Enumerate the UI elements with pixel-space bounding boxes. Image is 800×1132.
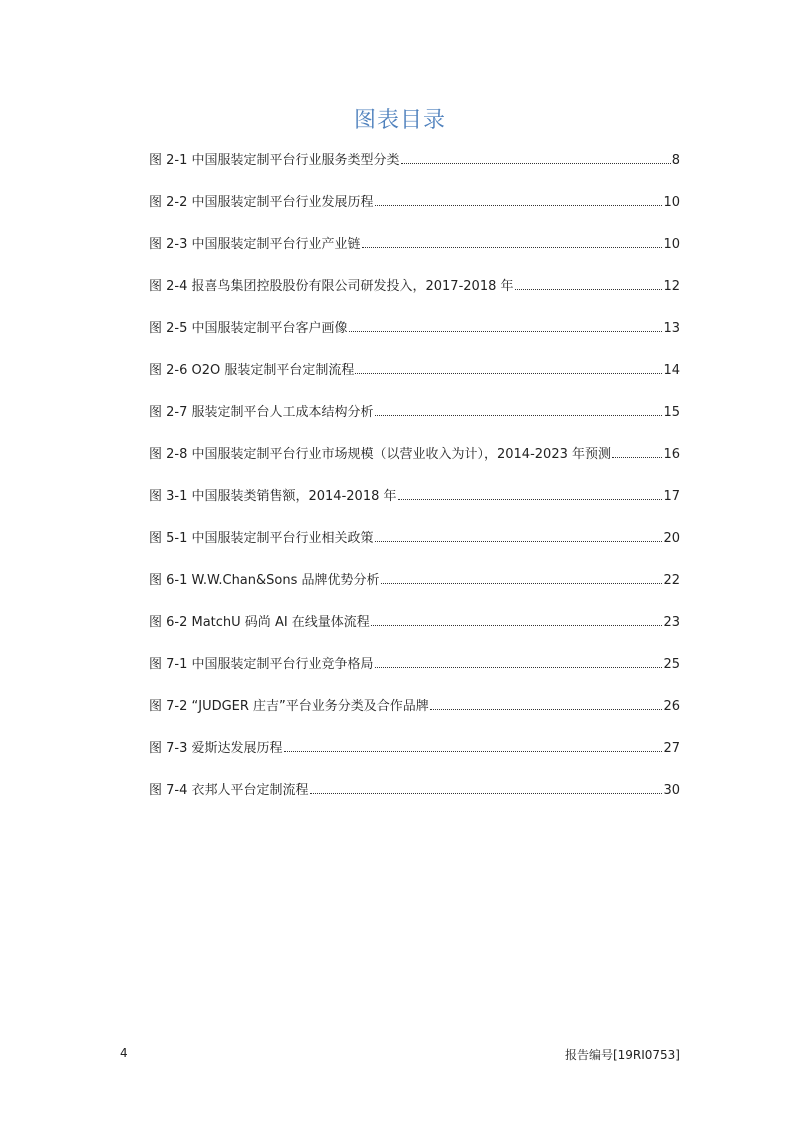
toc-entry-page: 27	[663, 741, 680, 756]
toc-entry-2-7[interactable]	[149, 400, 680, 442]
toc-entry-2-5[interactable]	[149, 316, 680, 358]
toc-entry-2-4[interactable]	[149, 274, 680, 316]
toc-entry-label: 图 7-3 爱斯达发展历程	[149, 741, 283, 756]
toc-entry-label: 图 2-7 服装定制平台人工成本结构分析	[149, 405, 374, 420]
toc-leader-dots	[375, 204, 663, 206]
toc-entry-2-2[interactable]	[149, 190, 680, 232]
toc-leader-dots	[284, 750, 663, 752]
toc-entry-6-1[interactable]	[149, 568, 680, 610]
toc-entry-page: 14	[663, 363, 680, 378]
toc-entry-label: 图 5-1 中国服装定制平台行业相关政策	[149, 531, 374, 546]
toc-leader-dots	[375, 414, 663, 416]
toc-leader-dots	[612, 456, 662, 458]
toc-entry-label: 图 2-2 中国服装定制平台行业发展历程	[149, 195, 374, 210]
toc-leader-dots	[430, 708, 663, 710]
toc-entry-2-8[interactable]	[149, 442, 680, 484]
toc-entry-7-4[interactable]	[149, 778, 680, 820]
table-of-figures	[149, 148, 680, 820]
toc-entry-label: 图 2-4 报喜鸟集团控股股份有限公司研发投入，2017-2018 年	[149, 279, 514, 294]
toc-entry-7-2[interactable]	[149, 694, 680, 736]
toc-entry-2-1[interactable]	[149, 148, 680, 190]
toc-entry-page: 10	[663, 237, 680, 252]
toc-entry-page: 26	[663, 699, 680, 714]
toc-leader-dots	[515, 288, 663, 290]
toc-entry-page: 8	[671, 153, 680, 168]
toc-leader-dots	[375, 666, 663, 668]
toc-entry-label: 图 2-8 中国服装定制平台行业市场规模（以营业收入为计），2014-2023 年预测	[149, 447, 611, 462]
toc-entry-page: 23	[663, 615, 680, 630]
toc-leader-dots	[349, 330, 663, 332]
toc-leader-dots	[398, 498, 663, 500]
toc-entry-label: 图 2-6 O2O 服装定制平台定制流程	[149, 363, 355, 378]
toc-entry-page: 30	[663, 783, 680, 798]
toc-entry-6-2[interactable]	[149, 610, 680, 652]
toc-entry-label: 图 7-2 “JUDGER 庄吉”平台业务分类及合作品牌	[149, 699, 429, 714]
toc-entry-2-3[interactable]	[149, 232, 680, 274]
toc-entry-page: 25	[663, 657, 680, 672]
toc-entry-2-6[interactable]	[149, 358, 680, 400]
toc-leader-dots	[381, 582, 663, 584]
toc-leader-dots	[362, 246, 663, 248]
toc-entry-page: 20	[663, 531, 680, 546]
toc-entry-label: 图 2-3 中国服装定制平台行业产业链	[149, 237, 361, 252]
toc-entry-page: 17	[663, 489, 680, 504]
toc-entry-page: 15	[663, 405, 680, 420]
toc-entry-page: 22	[663, 573, 680, 588]
toc-entry-label: 图 3-1 中国服装类销售额，2014-2018 年	[149, 489, 397, 504]
toc-entry-3-1[interactable]	[149, 484, 680, 526]
toc-leader-dots	[371, 624, 663, 626]
toc-entry-label: 图 7-4 衣邦人平台定制流程	[149, 783, 309, 798]
toc-entry-label: 图 2-5 中国服装定制平台客户画像	[149, 321, 348, 336]
toc-entry-7-1[interactable]	[149, 652, 680, 694]
toc-entry-label: 图 2-1 中国服装定制平台行业服务类型分类	[149, 153, 400, 168]
toc-entry-label: 图 7-1 中国服装定制平台行业竞争格局	[149, 657, 374, 672]
toc-entry-page: 13	[663, 321, 680, 336]
page-title: 图表目录	[353, 108, 446, 133]
toc-entry-page: 10	[663, 195, 680, 210]
footer-page-number: 4	[120, 1046, 128, 1060]
toc-entry-label: 图 6-2 MatchU 码尚 AI 在线量体流程	[149, 615, 370, 630]
footer-report-number: 报告编号[19RI0753]	[564, 1048, 680, 1062]
toc-leader-dots	[355, 372, 662, 374]
toc-leader-dots	[375, 540, 663, 542]
toc-entry-label: 图 6-1 W.W.Chan&Sons 品牌优势分析	[149, 573, 380, 588]
toc-leader-dots	[401, 162, 671, 164]
toc-entry-page: 16	[663, 447, 680, 462]
toc-leader-dots	[310, 792, 663, 794]
toc-entry-page: 12	[663, 279, 680, 294]
toc-entry-5-1[interactable]	[149, 526, 680, 568]
toc-entry-7-3[interactable]	[149, 736, 680, 778]
